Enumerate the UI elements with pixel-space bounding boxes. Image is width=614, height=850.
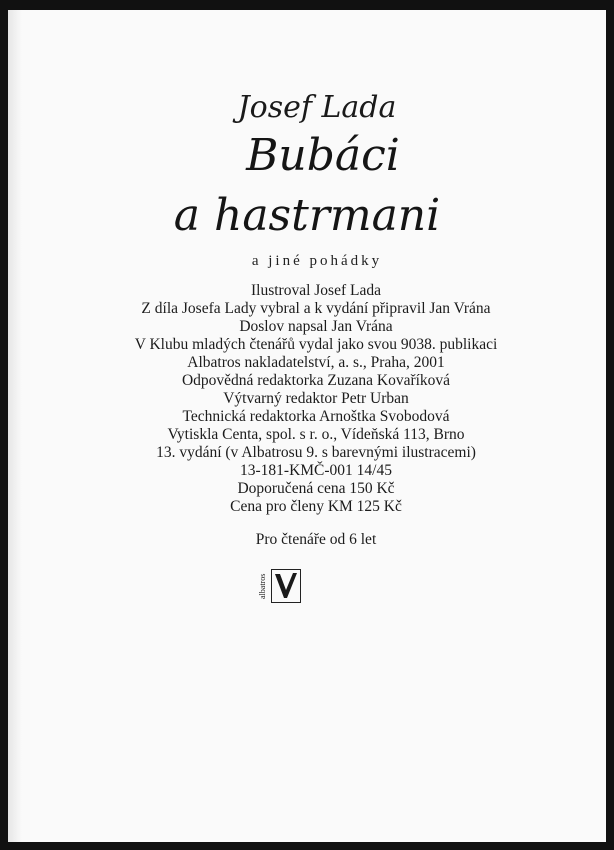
credit-line: Albatros nakladatelství, a. s., Praha, 2001 — [187, 354, 445, 371]
publisher-logo — [258, 567, 302, 605]
publisher-logo-text: albatros — [258, 573, 267, 599]
book-title-line-2: a hastrmani — [173, 190, 441, 241]
credit-line: 13-181-KMČ-001 14/45 — [240, 462, 392, 479]
title-page — [8, 10, 606, 842]
credit-line: Technická redaktorka Arnoštka Svobodová — [182, 408, 450, 425]
book-title-line-1: Bubáci — [246, 130, 400, 181]
credits-block — [8, 282, 606, 516]
credit-line: 13. vydání (v Albatrosu 9. s barevnými ilustracemi) — [156, 444, 476, 461]
credit-line: V Klubu mladých čtenářů vydal jako svou 9038. publikaci — [134, 336, 498, 353]
credit-line: Z díla Josefa Lady vybral a k vydání připravil Jan Vrána — [141, 300, 491, 317]
credit-line: Odpovědná redaktorka Zuzana Kovaříková — [181, 372, 451, 389]
credit-line: Vytiskla Centa, spol. s r. o., Vídeňská 113, Brno — [167, 426, 465, 443]
credit-line: Výtvarný redaktor Petr Urban — [223, 390, 409, 407]
credit-line: Cena pro členy KM 125 Kč — [230, 498, 402, 515]
credit-line: Ilustroval Josef Lada — [251, 282, 381, 299]
book-subtitle: a jiné pohádky — [251, 253, 383, 269]
credit-line: Doporučená cena 150 Kč — [237, 480, 395, 497]
credit-line: Doslov napsal Jan Vrána — [239, 318, 393, 335]
author-name: Josef Lada — [237, 90, 397, 125]
albatros-v-logo-icon — [271, 569, 301, 603]
age-recommendation: Pro čtenáře od 6 let — [255, 531, 377, 548]
